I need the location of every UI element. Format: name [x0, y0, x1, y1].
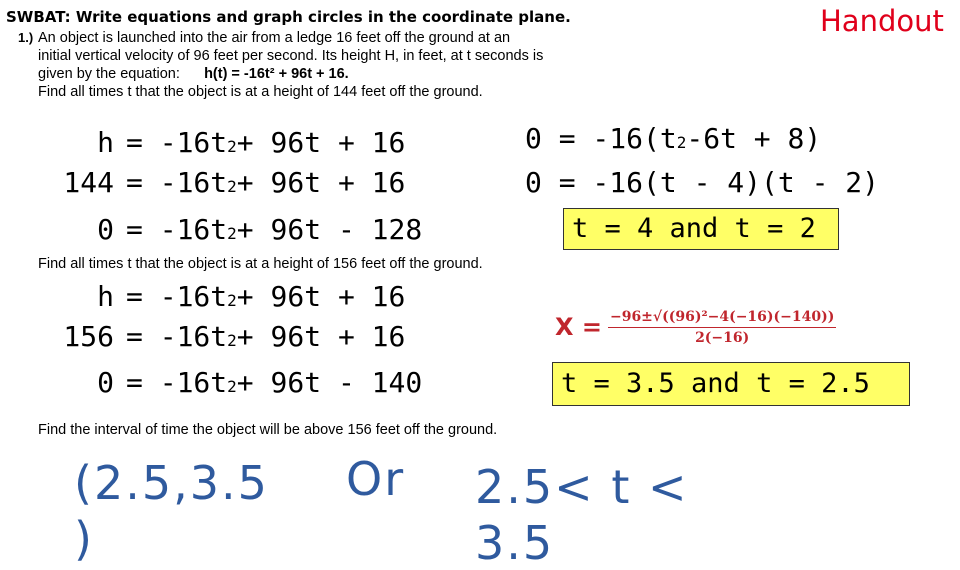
formula-numerator: −96±√((96)²−4(−16)(−140)): [608, 309, 836, 328]
work1-row-1-b: + 96t + 16: [236, 126, 406, 159]
work2-row-2-a: = -16t: [126, 320, 228, 353]
handout-label: Handout: [820, 4, 944, 38]
work2-row-3-a: = -16t: [126, 366, 228, 399]
work1-row-2-lhs: 144: [63, 166, 114, 199]
work1-factor-1-b: -6t + 8): [686, 122, 822, 155]
work1-row-3-a: = -16t: [126, 213, 228, 246]
formula-x-label: X =: [555, 313, 602, 341]
work2-row-3-lhs: 0: [97, 366, 114, 399]
problem-line-1: An object is launched into the air from a ledge 16 feet off the ground at an: [38, 30, 511, 46]
work1-row-3-b: + 96t - 128: [236, 213, 423, 246]
problem-line-2: initial vertical velocity of 96 feet per second. Its height H, in feet, at t seconds is: [38, 48, 544, 64]
work1-row-3: 0 = -16t 2 + 96t - 128: [54, 213, 422, 246]
work1-factor-2: [525, 166, 879, 199]
work2-row-2-b: + 96t + 16: [236, 320, 406, 353]
work1-answer-box: t = 4 and t = 2: [563, 208, 839, 250]
work1-factor-2-text: 0 = -16(t - 4)(t - 2): [525, 166, 880, 199]
work1-row-1-lhs: h: [97, 126, 114, 159]
work1-row-3-lhs: 0: [97, 213, 114, 246]
height-equation: h(t) = -16t² + 96t + 16.: [204, 66, 349, 82]
work1-factor-1-a: 0 = -16(t: [525, 122, 677, 155]
inequality-notation-wrap: 3.5: [475, 516, 555, 570]
work1-row-1: h = -16t 2 + 96t + 16: [54, 126, 405, 159]
work2-row-3-b: + 96t - 140: [236, 366, 423, 399]
question-3: Find the interval of time the object will be above 156 feet off the ground.: [38, 422, 498, 438]
problem-line-3: [38, 65, 578, 83]
interval-notation-wrap: ): [74, 512, 94, 566]
question-2: Find all times t that the object is at a height of 156 feet off the ground.: [38, 256, 483, 272]
work2-row-3: 0 = -16t 2 + 96t - 140: [54, 366, 422, 399]
question-1: Find all times t that the object is at a height of 144 feet off the ground.: [38, 84, 483, 100]
work1-row-2: 144 = -16t 2 + 96t + 16: [54, 166, 405, 199]
formula-denominator: 2(−16): [695, 329, 750, 346]
work1-row-2-b: + 96t + 16: [236, 166, 406, 199]
problem-line-3-prefix: given by the equation:: [38, 66, 180, 82]
problem-statement: [38, 29, 578, 101]
work2-row-1: h = -16t 2 + 96t + 16: [54, 280, 405, 313]
quadratic-formula: [555, 298, 836, 356]
work1-row-1-a: = -16t: [126, 126, 228, 159]
work2-row-2-lhs: 156: [63, 320, 114, 353]
work2-row-1-a: = -16t: [126, 280, 228, 313]
or-label: Or: [346, 452, 406, 506]
work2-row-1-lhs: h: [97, 280, 114, 313]
formula-fraction: [608, 309, 836, 346]
work2-row-2: 156 = -16t 2 + 96t + 16: [54, 320, 405, 353]
work2-row-1-b: + 96t + 16: [236, 280, 406, 313]
inequality-notation: 2.5< t <: [475, 460, 689, 514]
work1-row-2-a: = -16t: [126, 166, 228, 199]
problem-number: 1.): [18, 30, 34, 45]
objective-heading: SWBAT: Write equations and graph circles in the coordinate plane.: [6, 8, 571, 26]
work1-factor-1: 0 = -16(t 2 -6t + 8): [525, 122, 822, 155]
interval-notation: (2.5,3.5: [74, 456, 269, 510]
work2-answer-box: t = 3.5 and t = 2.5: [552, 362, 910, 406]
